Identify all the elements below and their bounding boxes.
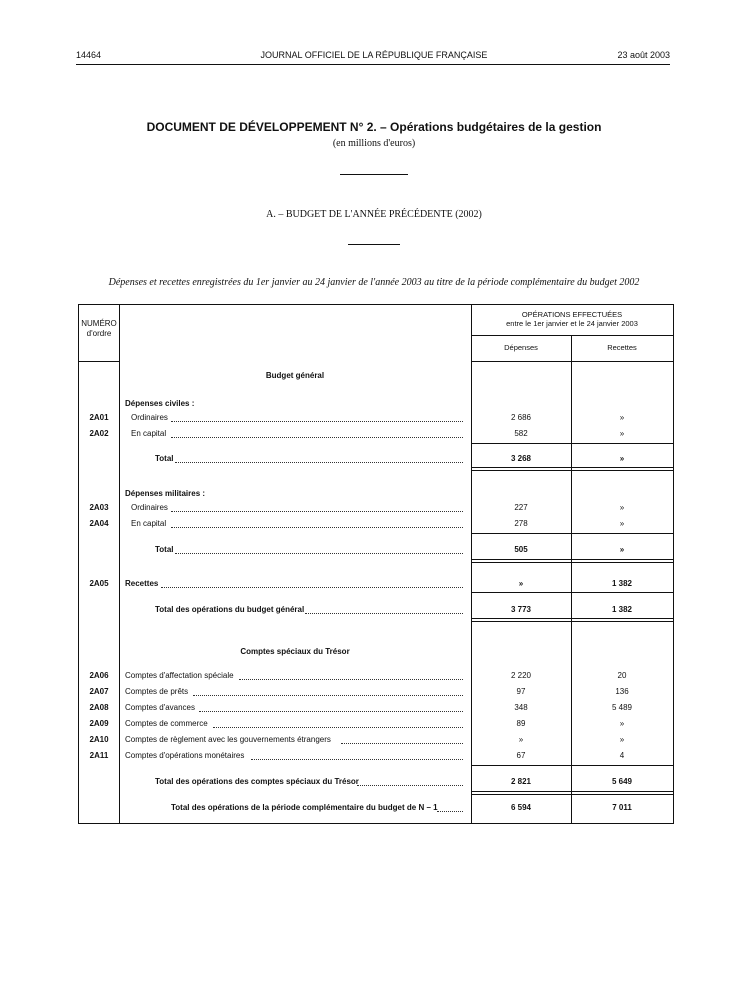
table-row	[79, 579, 673, 591]
row-depenses: 3 268	[510, 454, 532, 463]
leader-dots	[171, 413, 463, 422]
table-row	[79, 703, 673, 715]
row-recettes: »	[619, 719, 625, 728]
row-code: 2A06	[89, 671, 109, 680]
row-label: Ordinaires	[131, 503, 168, 512]
table-row	[79, 687, 673, 699]
row-label: Comptes de règlement avec les gouvernements étrangers	[125, 735, 331, 744]
row-recettes: »	[619, 735, 625, 744]
col-ordre: d'ordre	[86, 329, 112, 338]
row-depenses: »	[518, 735, 524, 744]
table-row	[79, 803, 673, 815]
section-comptes-speciaux: Comptes spéciaux du Trésor	[240, 647, 350, 656]
total-rule	[471, 443, 673, 444]
row-recettes: 20	[617, 671, 627, 680]
ops-title: OPÉRATIONS EFFECTUÉES	[521, 310, 623, 319]
separator	[340, 174, 408, 175]
row-label: En capital	[131, 429, 167, 438]
leader-dots	[175, 454, 463, 463]
leader-dots	[171, 429, 463, 438]
row-depenses: 6 594	[510, 803, 532, 812]
row-code: 2A03	[89, 503, 109, 512]
row-recettes: »	[619, 454, 625, 463]
operations-table	[78, 304, 674, 824]
issue-date: 23 août 2003	[617, 50, 670, 60]
row-depenses: 67	[516, 751, 526, 760]
total-double-rule	[471, 467, 673, 471]
col-numero: NUMÉRO	[81, 319, 117, 328]
row-label: Total	[155, 545, 174, 554]
total-double-rule	[471, 791, 673, 795]
row-label: Comptes d'affectation spéciale	[125, 671, 234, 680]
row-code: 2A05	[89, 579, 109, 588]
journal-title: JOURNAL OFFICIEL DE LA RÉPUBLIQUE FRANÇAISE	[260, 50, 488, 60]
row-recettes: 5 489	[611, 703, 633, 712]
row-label: Comptes de commerce	[125, 719, 208, 728]
row-recettes: »	[619, 503, 625, 512]
total-rule	[471, 533, 673, 534]
row-code: 2A11	[89, 751, 109, 760]
page-number: 14464	[76, 50, 102, 60]
row-depenses: 505	[514, 545, 528, 554]
leader-dots	[175, 545, 463, 554]
header-rule	[76, 64, 670, 65]
group-depenses-civiles: Dépenses civiles :	[125, 399, 195, 408]
header-divider	[79, 361, 119, 362]
row-label: En capital	[131, 519, 167, 528]
row-recettes: 4	[619, 751, 625, 760]
col-depenses: Dépenses	[504, 343, 538, 352]
table-row	[79, 503, 673, 515]
table-row	[79, 545, 673, 557]
table-row	[79, 429, 673, 441]
row-recettes: »	[619, 413, 625, 422]
document-title: DOCUMENT DE DÉVELOPPEMENT N° 2. – Opérations budgétaires de la gestion	[146, 120, 602, 134]
table-row	[79, 751, 673, 763]
row-code: 2A08	[89, 703, 109, 712]
row-depenses: 2 821	[510, 777, 532, 786]
ops-subtitle: entre le 1er janvier et le 24 janvier 2003	[506, 319, 638, 328]
total-rule	[471, 765, 673, 766]
row-label: Total des opérations de la période complémentaire du budget de N – 1	[171, 803, 438, 812]
section-budget-general: Budget général	[265, 371, 325, 380]
row-depenses: 348	[514, 703, 528, 712]
unit-note: (en millions d'euros)	[332, 138, 416, 149]
row-label: Total des opérations du budget général	[155, 605, 305, 614]
row-code: 2A07	[89, 687, 109, 696]
row-code: 2A09	[89, 719, 109, 728]
row-depenses: 3 773	[510, 605, 532, 614]
header-divider	[471, 335, 673, 336]
table-row	[79, 735, 673, 747]
row-recettes: »	[619, 519, 625, 528]
row-label: Total	[155, 454, 174, 463]
leader-dots	[171, 519, 463, 528]
row-label: Comptes d'opérations monétaires	[125, 751, 245, 760]
table-row	[79, 519, 673, 531]
row-depenses: 2 220	[510, 671, 532, 680]
leader-dots	[171, 503, 463, 512]
row-depenses: 582	[514, 429, 528, 438]
table-intro: Dépenses et recettes enregistrées du 1er janvier au 24 janvier de l'année 2003 au titre de la période complémentaire du budget 2002	[108, 277, 640, 288]
table-row	[79, 671, 673, 683]
leader-dots	[305, 605, 463, 614]
row-recettes: 5 649	[611, 777, 633, 786]
row-code: 2A10	[89, 735, 109, 744]
row-depenses: 278	[514, 519, 528, 528]
total-double-rule	[471, 618, 673, 622]
row-label: Comptes d'avances	[125, 703, 196, 712]
table-row	[79, 413, 673, 425]
section-a-title: A. – BUDGET DE L'ANNÉE PRÉCÉDENTE (2002)	[266, 209, 482, 220]
leader-dots	[357, 777, 463, 786]
leader-dots	[437, 803, 463, 812]
leader-dots	[193, 687, 463, 696]
row-code: 2A04	[89, 519, 109, 528]
total-double-rule	[471, 559, 673, 563]
row-code: 2A01	[89, 413, 109, 422]
table-row	[79, 719, 673, 731]
row-recettes: 1 382	[611, 579, 633, 588]
row-recettes: 136	[615, 687, 629, 696]
leader-dots	[239, 671, 463, 680]
row-label: Comptes de prêts	[125, 687, 189, 696]
separator	[348, 244, 400, 245]
table-row	[79, 454, 673, 466]
row-code: 2A02	[89, 429, 109, 438]
row-recettes: »	[619, 545, 625, 554]
row-depenses: 97	[516, 687, 526, 696]
row-recettes: »	[619, 429, 625, 438]
row-label: Total des opérations des comptes spéciaux du Trésor	[155, 777, 359, 786]
leader-dots	[213, 719, 463, 728]
row-depenses: 227	[514, 503, 528, 512]
leader-dots	[341, 735, 463, 744]
total-rule	[471, 592, 673, 593]
row-label: Ordinaires	[131, 413, 168, 422]
table-row	[79, 605, 673, 617]
row-depenses: 89	[516, 719, 526, 728]
row-depenses: »	[518, 579, 524, 588]
col-recettes: Recettes	[607, 343, 637, 352]
leader-dots	[161, 579, 463, 588]
group-depenses-militaires: Dépenses militaires :	[125, 489, 206, 498]
row-label: Recettes	[125, 579, 159, 588]
row-depenses: 2 686	[510, 413, 532, 422]
table-row	[79, 777, 673, 789]
row-recettes: 7 011	[612, 803, 632, 812]
header-divider	[471, 361, 673, 362]
leader-dots	[199, 703, 463, 712]
row-recettes: 1 382	[611, 605, 633, 614]
leader-dots	[251, 751, 463, 760]
